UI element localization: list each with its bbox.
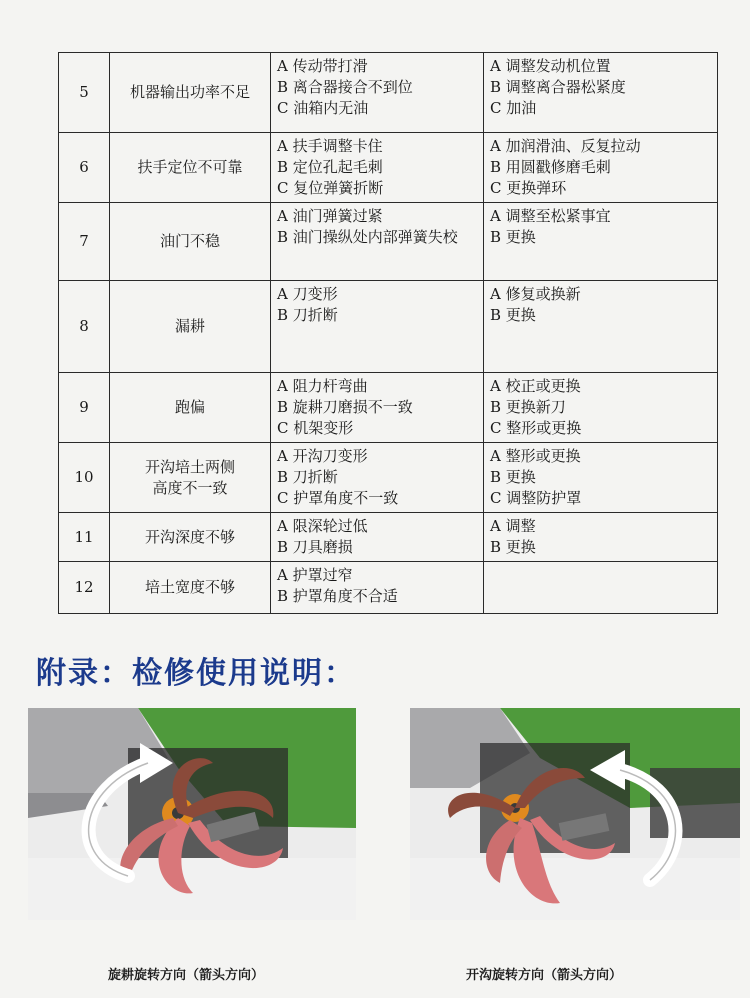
cause-cell-line: C 机架变形 (277, 419, 354, 437)
fix-cell-line: A 整形或更换 (490, 447, 581, 465)
fix-cell-line: A 调整至松紧事宜 (490, 207, 611, 225)
cause-cell (271, 562, 484, 614)
cause-cell-line: A 护罩过窄 (277, 566, 353, 584)
cause-cell (271, 53, 484, 133)
cause-cell-line: B 旋耕刀磨损不一致 (277, 398, 413, 416)
fault-cell (110, 562, 271, 614)
cause-cell-line: A 阻力杆弯曲 (277, 377, 368, 395)
fault-cell-line: 开沟培土两侧 (144, 457, 235, 476)
table-row (59, 203, 718, 281)
trencher-photo (410, 708, 740, 920)
fault-cell (110, 133, 271, 203)
fix-cell-line: C 更换弹环 (490, 179, 567, 197)
table-row (59, 133, 718, 203)
cause-cell (271, 513, 484, 562)
cause-cell-line: C 护罩角度不一致 (277, 489, 399, 507)
fix-cell-line: B 用圆戳修磨毛刺 (490, 158, 611, 176)
table-row (59, 562, 718, 614)
fix-cell-line: A 加润滑油、反复拉动 (490, 137, 641, 155)
cause-cell-line: A 扶手调整卡住 (277, 137, 383, 155)
row-number: 7 (59, 203, 110, 281)
troubleshooting-table (58, 52, 718, 614)
fix-cell-line: B 更换 (490, 306, 536, 324)
fix-cell-line: A 调整 (490, 517, 536, 535)
fix-cell (484, 513, 718, 562)
fix-cell (484, 203, 718, 281)
fix-cell-line: A 修复或换新 (490, 285, 581, 303)
fault-cell (110, 373, 271, 443)
cause-cell-line: A 刀变形 (277, 285, 338, 303)
cause-cell-line: B 定位孔起毛刺 (277, 158, 383, 176)
fault-cell (110, 513, 271, 562)
rotary-caption: 旋耕旋转方向（箭头方向） (108, 968, 265, 983)
rotary-tiller-photo (28, 708, 356, 920)
fault-cell (110, 53, 271, 133)
cause-cell (271, 443, 484, 513)
appendix-title: 附录：检修使用说明： (36, 656, 356, 691)
fault-cell-line: 漏耕 (174, 317, 205, 335)
fix-cell (484, 53, 718, 133)
fix-cell-line: A 调整发动机位置 (490, 57, 611, 75)
cause-cell-line: C 复位弹簧折断 (277, 179, 384, 197)
row-number: 9 (59, 373, 110, 443)
fault-cell-line: 机器输出功率不足 (129, 83, 250, 101)
table-row (59, 373, 718, 443)
row-number: 10 (59, 443, 110, 513)
fault-cell-line: 油门不稳 (159, 232, 220, 250)
cause-cell-line: B 油门操纵处内部弹簧失校 (277, 228, 458, 246)
fix-cell-line: B 更换 (490, 468, 536, 486)
fault-cell-line: 培土宽度不够 (144, 578, 235, 596)
row-number: 6 (59, 133, 110, 203)
cause-cell-line: B 刀折断 (277, 306, 338, 324)
row-number: 5 (59, 53, 110, 133)
fault-cell-line: 跑偏 (174, 398, 205, 416)
cause-cell-line: C 油箱内无油 (277, 99, 369, 117)
row-number: 12 (59, 562, 110, 614)
fix-cell (484, 562, 718, 614)
fault-cell-line: 开沟深度不够 (144, 527, 235, 546)
fix-cell-line: B 更换 (490, 228, 536, 246)
table-row (59, 281, 718, 373)
cause-cell-line: A 油门弹簧过紧 (277, 207, 383, 225)
trencher-caption: 开沟旋转方向（箭头方向） (466, 968, 623, 983)
fault-cell (110, 203, 271, 281)
cause-cell-line: A 开沟刀变形 (277, 447, 368, 465)
fix-cell-line: C 整形或更换 (490, 419, 582, 437)
table-row (59, 443, 718, 513)
fault-cell-line: 扶手定位不可靠 (137, 158, 243, 176)
cause-cell (271, 133, 484, 203)
fix-cell (484, 443, 718, 513)
fix-cell-line: B 更换 (490, 538, 536, 556)
table-row (59, 513, 718, 562)
cause-cell-line: A 传动带打滑 (277, 57, 368, 75)
fault-cell (110, 443, 271, 513)
table-row (59, 53, 718, 133)
fault-cell-line: 高度不一致 (152, 478, 228, 497)
fix-cell-line: C 加油 (490, 99, 537, 117)
fix-cell-line: B 更换新刀 (490, 398, 566, 416)
row-number: 8 (59, 281, 110, 373)
fix-cell-line: B 调整离合器松紧度 (490, 78, 626, 96)
row-number: 11 (59, 513, 110, 562)
fix-cell (484, 281, 718, 373)
cause-cell-line: A 限深轮过低 (277, 517, 368, 535)
cause-cell-line: B 刀折断 (277, 468, 338, 486)
fault-cell (110, 281, 271, 373)
cause-cell (271, 373, 484, 443)
fix-cell-line: C 调整防护罩 (490, 489, 582, 507)
cause-cell-line: B 刀具磨损 (277, 538, 353, 556)
fix-cell (484, 373, 718, 443)
cause-cell-line: B 离合器接合不到位 (277, 78, 413, 96)
fix-cell (484, 133, 718, 203)
cause-cell (271, 203, 484, 281)
cause-cell (271, 281, 484, 373)
cause-cell-line: B 护罩角度不合适 (277, 587, 398, 605)
fix-cell-line: A 校正或更换 (490, 377, 581, 395)
